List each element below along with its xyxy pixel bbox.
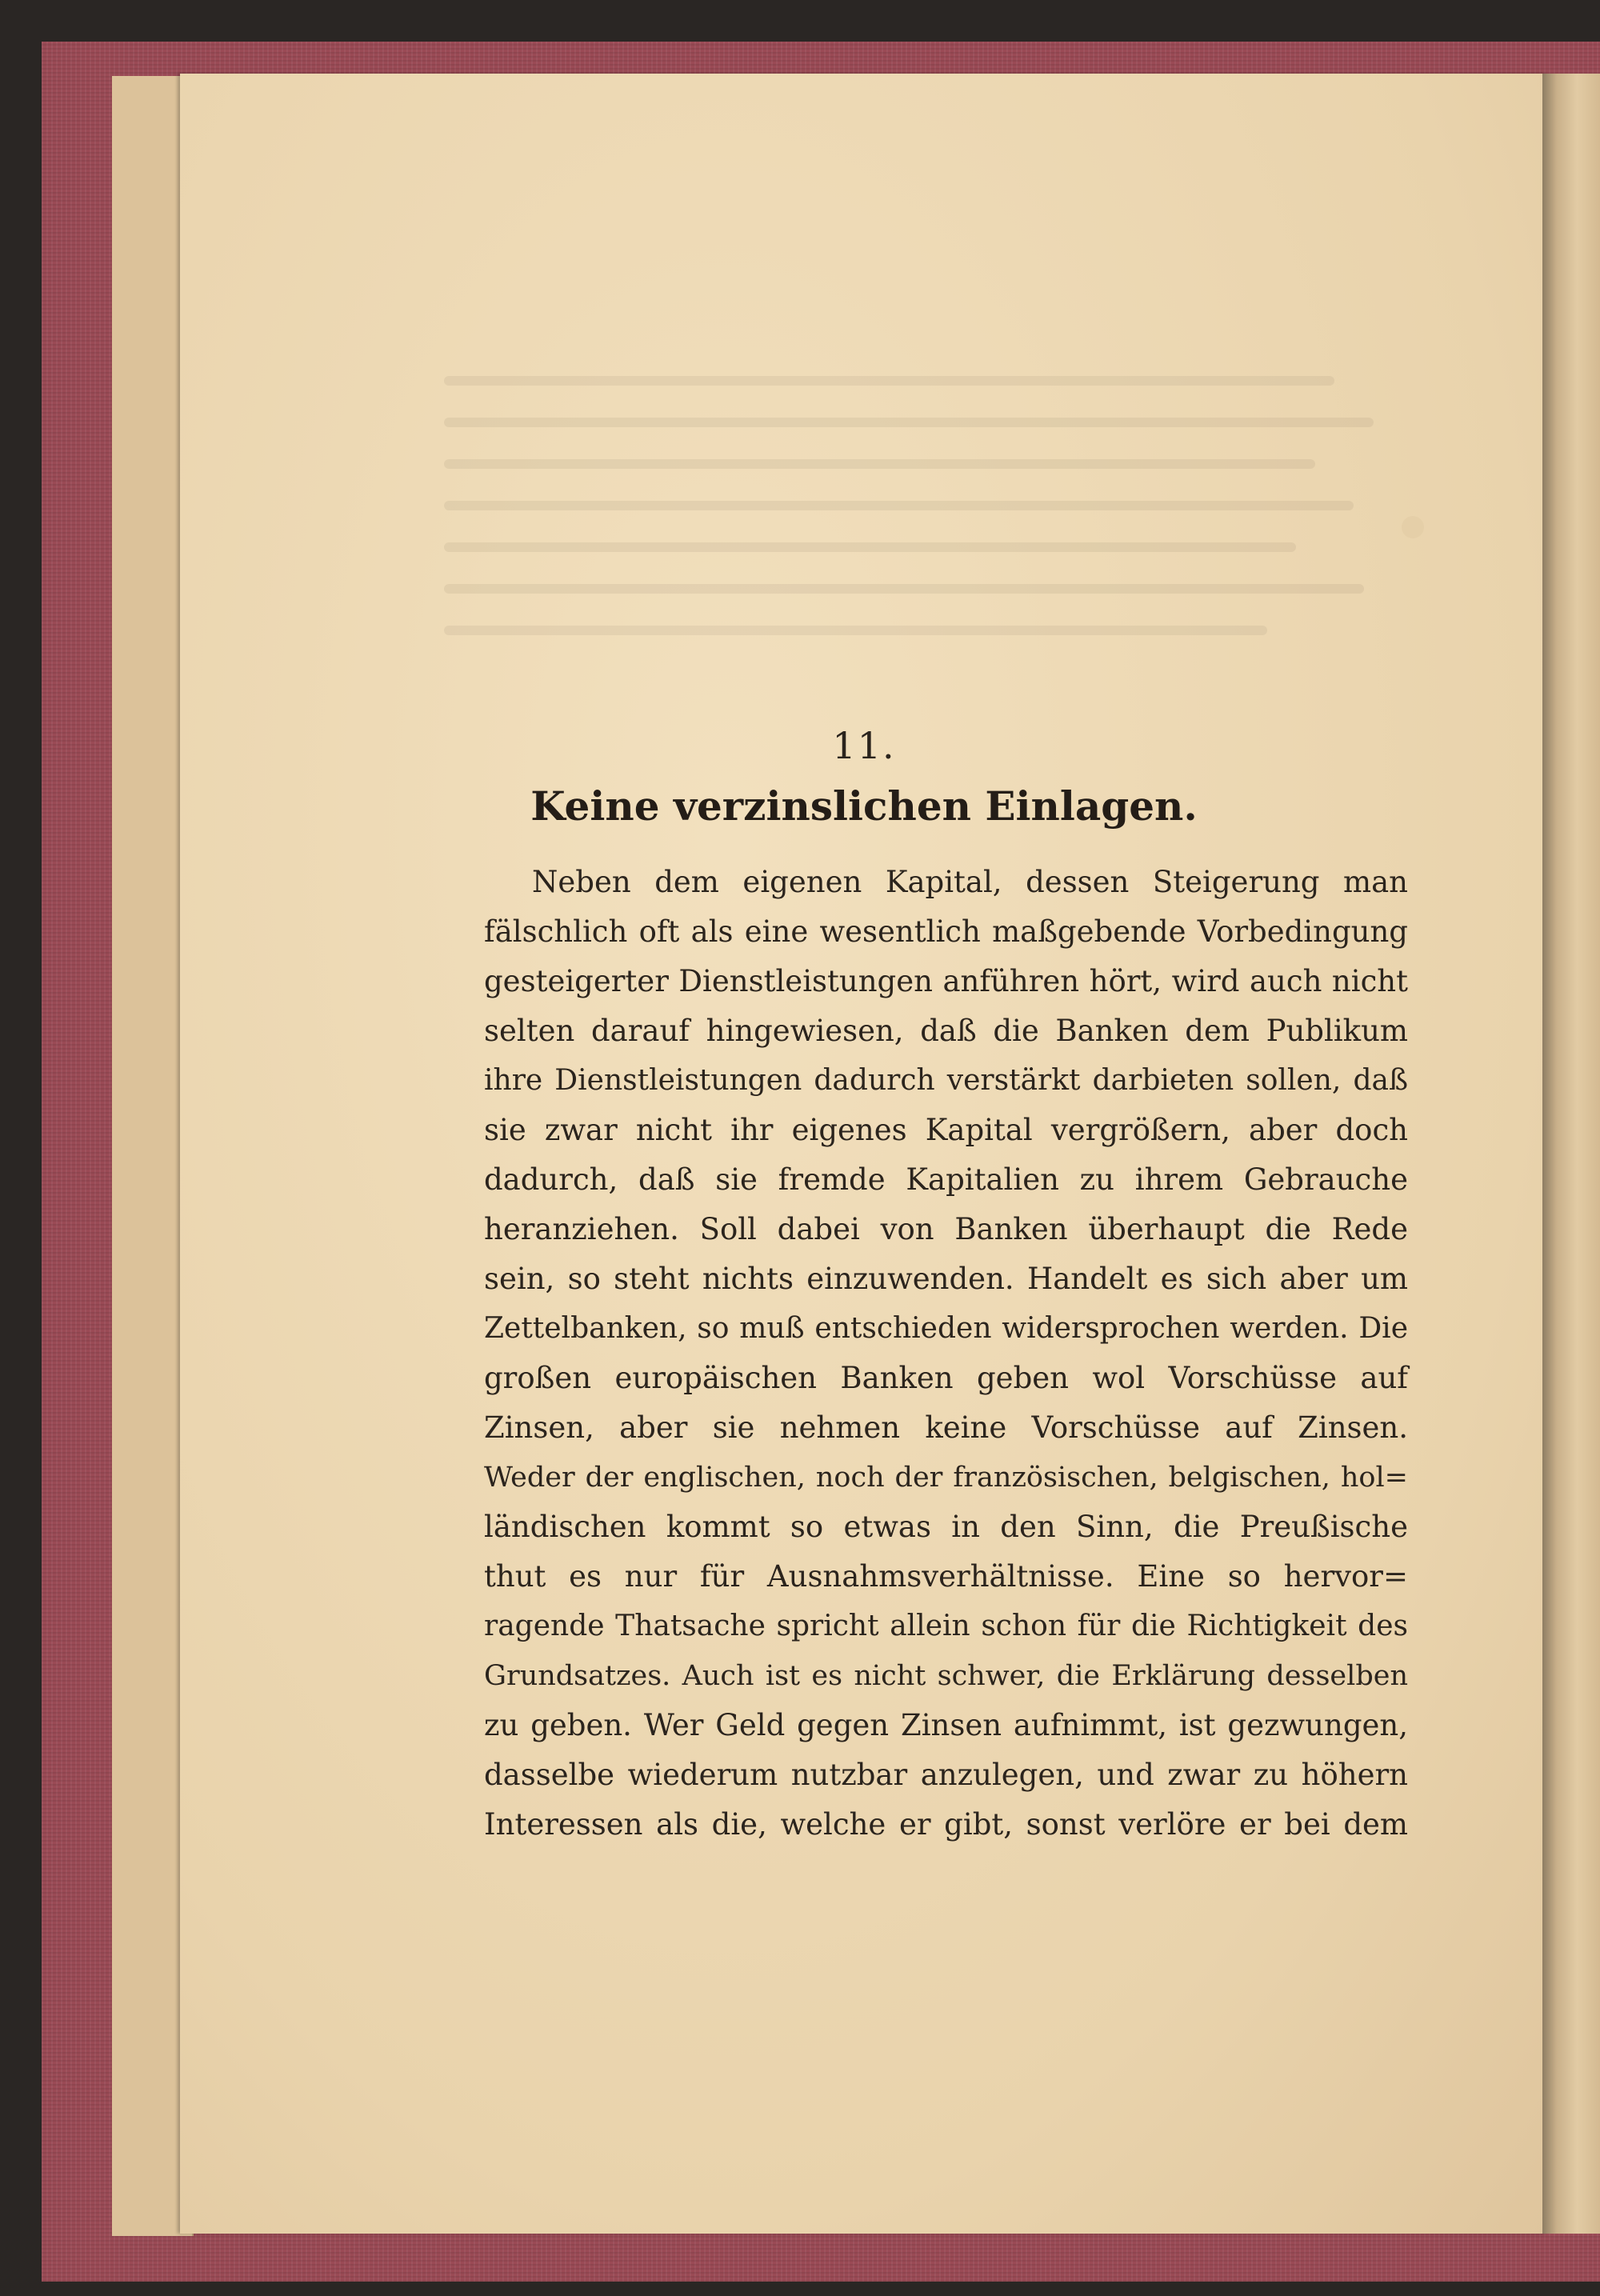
text-line: ihre Dienstleistungen dadurch verstärkt darbieten sollen, daß: [484, 1064, 1408, 1097]
chapter-number: 11.: [832, 724, 896, 767]
text-line: großen europäischen Banken geben wol Vorschüsse auf: [484, 1361, 1408, 1395]
text-line: dasselbe wiederum nutzbar anzulegen, und zwar zu höhern: [484, 1758, 1408, 1792]
chapter-title: Keine verzinslichen Einlagen.: [530, 782, 1198, 830]
text-line: Weder der englischen, noch der französischen, belgischen, hol=: [484, 1462, 1408, 1494]
text-line: Interessen als die, welche er gibt, sonst verlöre er bei dem: [484, 1807, 1408, 1842]
bleed-through-text: [444, 376, 1412, 696]
text-line: thut es nur für Ausnahmsverhältnisse. Eine so hervor=: [484, 1559, 1408, 1594]
text-line: sein, so steht nichts einzuwenden. Handelt es sich aber um: [484, 1262, 1408, 1296]
text-line: heranziehen. Soll dabei von Banken überhaupt die Rede: [484, 1212, 1408, 1246]
text-line: Grundsatzes. Auch ist es nicht schwer, die Erklärung desselben: [484, 1660, 1408, 1692]
body-text: [484, 858, 1408, 1850]
text-line: ländischen kommt so etwas in den Sinn, die Preußische: [484, 1510, 1408, 1544]
page-stain: [1402, 516, 1424, 538]
text-line: Zinsen, aber sie nehmen keine Vorschüsse auf Zinsen.: [484, 1410, 1408, 1445]
text-line: Neben dem eigenen Kapital, dessen Steigerung man: [532, 865, 1408, 899]
text-line: selten darauf hingewiesen, daß die Banken dem Publikum: [484, 1014, 1408, 1048]
text-line: gesteigerter Dienstleistungen anführen hört, wird auch nicht: [484, 964, 1408, 998]
text-line: fälschlich oft als eine wesentlich maßgebende Vorbedingung: [484, 914, 1408, 949]
text-line: zu geben. Wer Geld gegen Zinsen aufnimmt, ist gezwungen,: [484, 1708, 1408, 1742]
text-line: Zettelbanken, so muß entschieden widersprochen werden. Die: [484, 1312, 1408, 1345]
text-line: dadurch, daß sie fremde Kapitalien zu ihrem Gebrauche: [484, 1162, 1408, 1197]
text-line: sie zwar nicht ihr eigenes Kapital vergrößern, aber doch: [484, 1113, 1408, 1147]
text-line: ragende Thatsache spricht allein schon für die Richtigkeit des: [484, 1610, 1408, 1642]
page-gutter: [1542, 74, 1600, 2234]
